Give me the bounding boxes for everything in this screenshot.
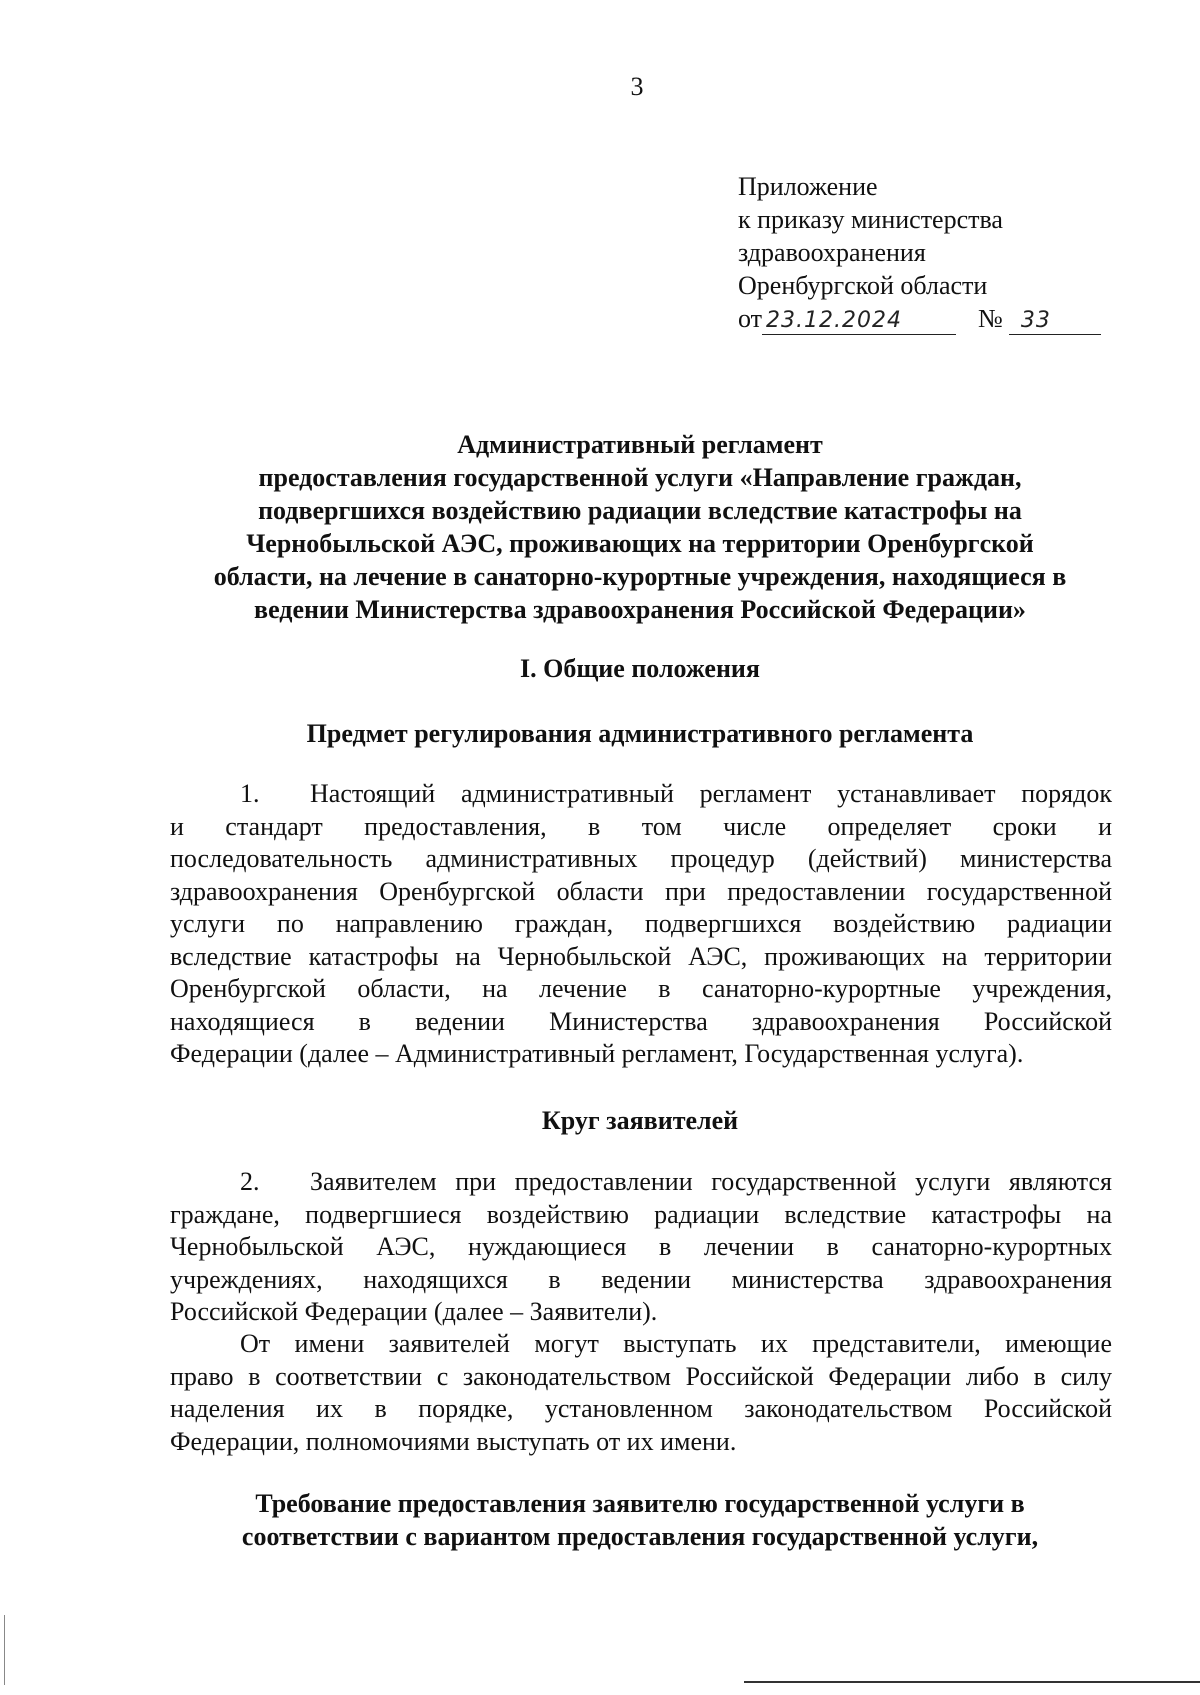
paragraph-1 (170, 778, 1112, 1071)
appendix-line: к приказу министерства (738, 205, 1003, 234)
number-label: № (978, 304, 1003, 333)
paragraph-text: Настоящий административный регламент устанавливает порядок (310, 779, 1112, 808)
order-date-field (762, 306, 956, 335)
scan-edge-mark (4, 1615, 5, 1685)
paragraph-line: услуги по направлению граждан, подвергшихся воздействию радиации (170, 909, 1112, 938)
paragraph-line: наделения их в порядке, установленном законодательством Российской (170, 1394, 1112, 1423)
paragraph-2 (170, 1166, 1112, 1329)
subsection-heading-requirement (170, 1487, 1110, 1553)
title-line: ведении Министерства здравоохранения Российской Федерации» (254, 595, 1026, 624)
paragraph-line: и стандарт предоставления, в том числе определяет сроки и (170, 811, 1112, 841)
title-line: предоставления государственной услуги «Направление граждан, (258, 463, 1022, 492)
paragraph-line: От имени заявителей могут выступать их представители, имеющие (240, 1329, 1112, 1358)
paragraph-line: право в соответствии с законодательством Российской Федерации либо в силу (170, 1361, 1112, 1391)
scan-bottom-edge-line (0, 1681, 1200, 1683)
title-line: подвергшихся воздействию радиации вследствие катастрофы на (258, 496, 1022, 525)
order-number-handwritten: 33 (1020, 308, 1051, 333)
paragraph-line: Российской Федерации (далее – Заявители). (170, 1297, 658, 1326)
paragraph-number: 1. (240, 779, 260, 808)
title-line: Чернобыльской АЭС, проживающих на территории Оренбургской (246, 529, 1034, 558)
heading-line: соответствии с вариантом предоставления государственной услуги, (241, 1522, 1039, 1551)
paragraph-line (170, 778, 1112, 811)
paragraph-line (170, 1166, 1112, 1199)
paragraph-3 (170, 1328, 1112, 1458)
heading-line: Требование предоставления заявителю государственной услуги в (255, 1489, 1025, 1518)
title-line: области, на лечение в санаторно-курортные учреждения, находящиеся в (213, 562, 1067, 591)
order-number-field (1009, 306, 1101, 335)
date-prefix: от (738, 304, 763, 333)
paragraph-line: Федерации, полномочиями выступать от их имени. (170, 1426, 737, 1456)
paragraph-line: Чернобыльской АЭС, нуждающиеся в лечении в санаторно-курортных (170, 1232, 1112, 1261)
order-date-handwritten: 23.12.2024 (766, 308, 902, 333)
paragraph-number: 2. (240, 1167, 260, 1196)
appendix-line: Приложение (738, 172, 878, 201)
paragraph-text: Заявителем при предоставлении государственной услуги являются (310, 1167, 1112, 1196)
order-date-number-line (738, 302, 1101, 335)
document-title (170, 428, 1110, 626)
paragraph-line: учреждениях, находящихся в ведении министерства здравоохранения (170, 1264, 1112, 1294)
paragraph-line: здравоохранения Оренбургской области при предоставлении государственной (170, 876, 1112, 906)
paragraph-line: граждане, подвергшиеся воздействию радиации вследствие катастрофы на (170, 1199, 1112, 1229)
paragraph-line: Федерации (далее – Административный регламент, Государственная услуга). (170, 1039, 1024, 1068)
section-heading-general: I. Общие положения (520, 654, 760, 683)
paragraph-line: вследствие катастрофы на Чернобыльской АЭС, проживающих на территории (170, 941, 1112, 971)
appendix-line: Оренбургской области (738, 271, 988, 300)
page-number: 3 (630, 72, 644, 101)
paragraph-line: последовательность административных процедур (действий) министерства (170, 844, 1112, 873)
subsection-heading-subject: Предмет регулирования административного регламента (306, 719, 974, 748)
appendix-block (738, 170, 1101, 335)
paragraph-line: находящиеся в ведении Министерства здравоохранения Российской (170, 1006, 1112, 1036)
appendix-line: здравоохранения (738, 238, 926, 267)
paragraph-line: Оренбургской области, на лечение в санаторно-курортные учреждения, (170, 974, 1112, 1003)
subsection-heading-applicants: Круг заявителей (541, 1106, 739, 1135)
title-line: Административный регламент (457, 430, 823, 459)
